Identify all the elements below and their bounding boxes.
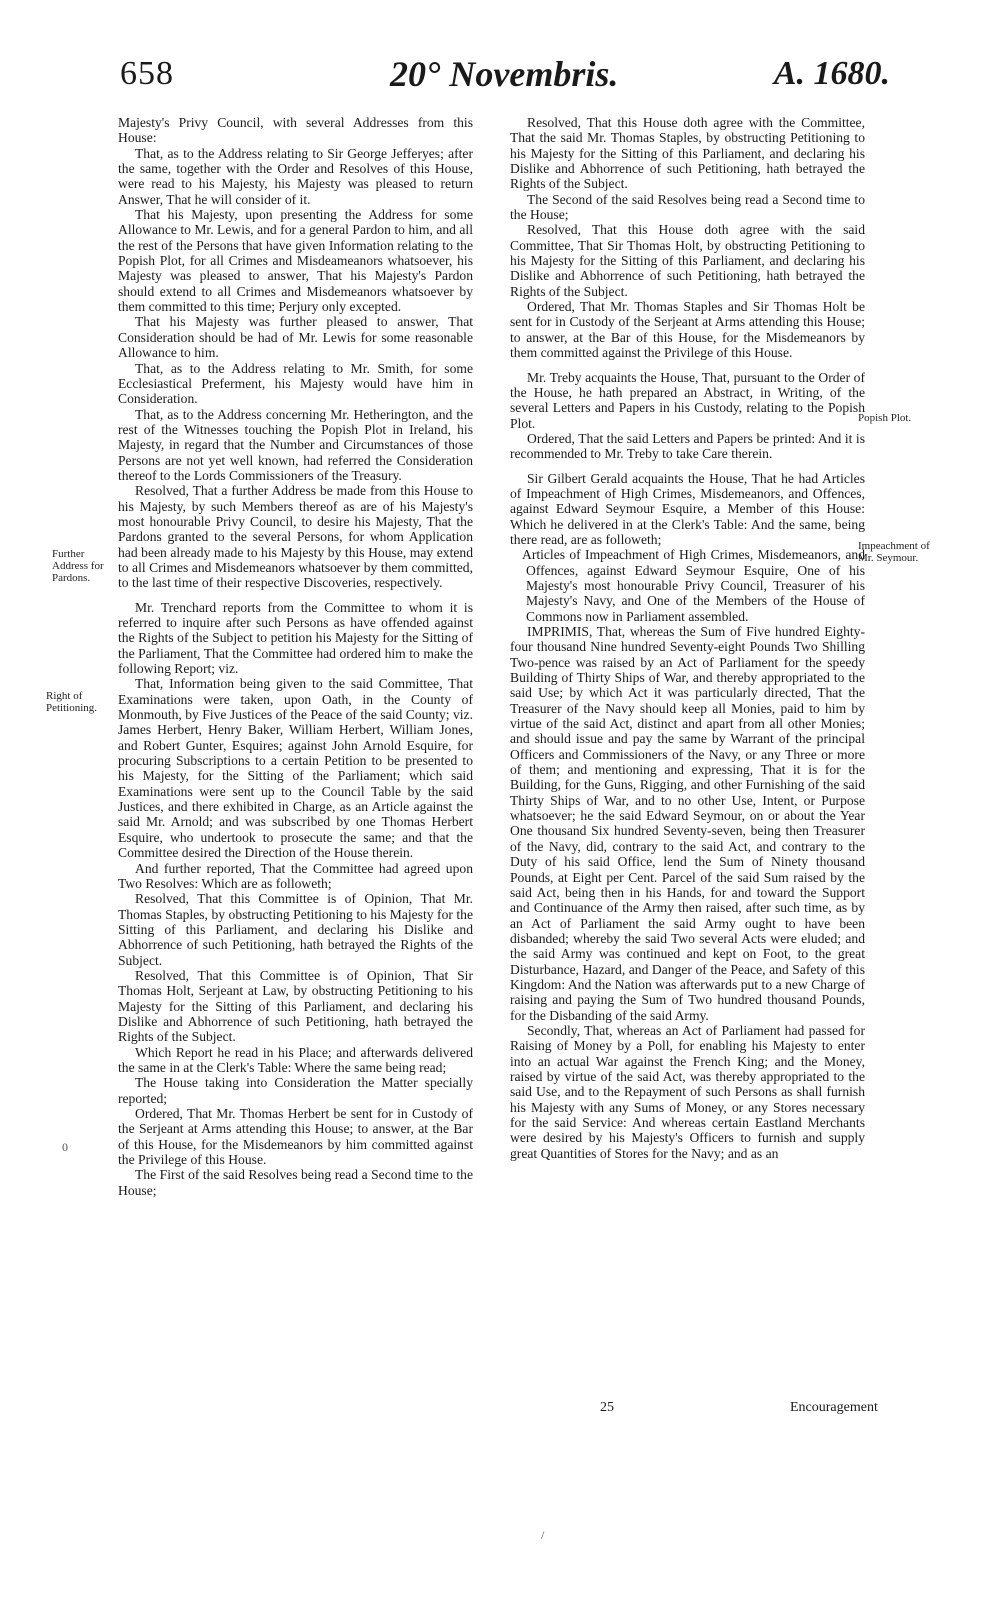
paragraph: Which Report he read in his Place; and afterwards delivered the same in at the Clerk's Table: Where the same being read; <box>118 1044 473 1075</box>
stray-mark: 0 <box>62 1140 68 1154</box>
paragraph: That, as to the Address concerning Mr. Hetherington, and the rest of the Witnesses touching the Popish Plot in Ireland, his Majesty, in regard that the Number and Circumstances of those Persons are not yet well known, had referred the Consideration thereof to the Lords Commissioners of the Treasury. <box>118 406 473 483</box>
signature-mark: 25 <box>600 1400 614 1415</box>
paragraph: Sir Gilbert Gerald acquaints the House, That he had Articles of Impeachment of High Crimes, Misdemeanors, and Offences, against Edward Seymour Esquire, a Member of this House: Which he delivered in at the Clerk's Table: And the same, being there read, are as followeth; <box>510 470 865 547</box>
paragraph: Resolved, That this House doth agree with the Committee, That the said Mr. Thomas Staples, by obstructing Petitioning to his Majesty for the Sitting of this Parliament, and declaring his Dislike and Abhorrence of such Petitioning, hath betrayed the Rights of the Subject. <box>510 115 865 192</box>
paragraph: Majesty's Privy Council, with several Addresses from this House: <box>118 115 473 146</box>
paragraph: Ordered, That Mr. Thomas Herbert be sent for in Custody of the Serjeant at Arms attending this House; to answer, at the Bar of this House, for the Misdemeanors by him committed against the Privilege of this House. <box>118 1106 473 1168</box>
running-year: A. 1680. <box>773 55 890 92</box>
paragraph: That his Majesty was further pleased to answer, That Consideration should be had of Mr. Lewis for some reasonable Allowance to him. <box>118 314 473 361</box>
paragraph: The House taking into Consideration the Matter specially reported; <box>118 1075 473 1106</box>
paragraph: Mr. Treby acquaints the House, That, pursuant to the Order of the House, he hath prepared an Abstract, in Writing, of the several Letters and Papers in his Custody, relating to the Popish Plot. <box>510 369 865 431</box>
paragraph: Resolved, That this House doth agree with the said Committee, That Sir Thomas Holt, by obstructing Petitioning to his Majesty for the Sitting of this Parliament, and declaring his Dislike and Abhorrence of such Petitioning, hath betrayed the Rights of the Subject. <box>510 222 865 299</box>
paragraph: That his Majesty, upon presenting the Address for some Allowance to Mr. Lewis, and for a general Pardon to him, and all the rest of the Persons that have given Information relating to the Popish Plot, for all Crimes and Misdeameanors whatsoever, his Majesty was pleased to answer, That his Majesty's Pardon should extend to all Crimes and Misdemeanors whatsoever by them committed to this time; Perjury only excepted. <box>118 207 473 315</box>
margin-note-popish-plot: Popish Plot. <box>858 412 912 424</box>
margin-note-further-address: Further Address for Pardons. <box>52 548 104 584</box>
catchword: Encouragement <box>790 1400 878 1415</box>
paragraph: That, as to the Address relating to Sir George Jefferyes; after the same, together with the Order and Resolves of this House, were read to his Majesty, his Majesty was pleased to return Answer, That he will consider of it. <box>118 145 473 207</box>
paragraph: Ordered, That the said Letters and Papers be printed: And it is recommended to Mr. Treby to take Care therein. <box>510 430 865 462</box>
margin-note-right-of-petitioning: Right of Petitioning. <box>46 690 98 714</box>
stray-mark: / <box>541 1528 545 1542</box>
paragraph: Resolved, That this Committee is of Opinion, That Mr. Thomas Staples, by obstructing Petitioning to his Majesty for the Sitting of this Parliament, and declaring his Dislike and Abhorrence of such Petitioning, hath betrayed the Rights of the Subject. <box>118 891 473 968</box>
paragraph: That, as to the Address relating to Mr. Smith, for some Ecclesiastical Preferment, his Majesty would have him in Consideration. <box>118 360 473 407</box>
left-column <box>118 115 473 1198</box>
paragraph: Mr. Trenchard reports from the Committee to whom it is referred to inquire after such Persons as have offended against the Rights of the Subject to petition his Majesty for the Sitting of the Parliament, That the Committee had ordered him to make the following Report; viz. <box>118 599 473 677</box>
paragraph: Ordered, That Mr. Thomas Staples and Sir Thomas Holt be sent for in Custody of the Serjeant at Arms attending this House; to answer, at the Bar of this House, for the Misdemeanors by them committed against the Privilege of this House. <box>510 299 865 361</box>
page-header <box>120 52 890 102</box>
paragraph: IMPRIMIS, That, whereas the Sum of Five hundred Eighty-four thousand Nine hundred Seventy-eight Pounds Two Shilling Two-pence was raised by an Act of Parliament for the speedy Building of Thirty Ships of War, and thereby appropriated to the said Use; by which Act it was particularly directed, That the Treasurer of the Navy should keep all Monies, paid to him by virtue of the said Act, distinct and apart from all other Monies; and should issue and pay the same by Warrant of the principal Officers and Commissioners of the Navy, or any Three or more of them; and mentioning and expressing, That it is for the Building, for the Guns, Rigging, and other Furnishing of the said Thirty Ships of War, and to no other Use, Intent, or Purpose whatsoever; he the said Edward Seymour, on or about the Year One thousand Six hundred Seventy-seven, being then Treasurer of the Navy, did, contrary to the said Act, and contrary to the Duty of his said Office, lend the Sum of Ninety thousand Pounds, at Eight per Cent. Parcel of the said Sum raised by the said Act, being then in his Hands, for and toward the Support and Continuance of the Army then raised, after such time, as by an Act of Parliament the said Army ought to have been disbanded; whereby the said Two several Acts were eluded; and the said Army was continued and kept on Foot, to the great Disturbance, Hazard, and Danger of the Peace, and Safety of this Kingdom: And the Nation was afterwards put to a new Charge of raising and paying the Sum of Two hundred thousand Pounds, for the Disbanding of the said Army. <box>510 624 865 1023</box>
paragraph: The First of the said Resolves being read a Second time to the House; <box>118 1167 473 1198</box>
running-title: 20° Novembris. <box>390 54 619 94</box>
paragraph: Resolved, That a further Address be made from this House to his Majesty, by such Members thereof as are of his Majesty's most honourable Privy Council, to desire his Majesty, That the Pardons granted to the several Persons, for whom Application had been already made to his Majesty by this House, may extend to all Crimes and Misdemeanors whatsoever by them committed, to the last time of their respective Discoveries, respectively. <box>118 483 473 591</box>
paragraph: Resolved, That this Committee is of Opinion, That Sir Thomas Holt, Serjeant at Law, by obstructing Petitioning to his Majesty for the Sitting of this Parliament, and declaring his Dislike and Abhorrence of such Petitioning, hath betrayed the Rights of the Subject. <box>118 967 473 1045</box>
right-column <box>510 115 865 1161</box>
paragraph: That, Information being given to the said Committee, That Examinations were taken, upon Oath, in the County of Monmouth, by Five Justices of the Peace of the said County; viz. James Herbert, Henry Baker, William Herbert, William Jones, and Robert Gunter, Esquires; against John Arnold Esquire, for procuring Subscriptions to a certain Petition to be presented to his Majesty, for the Sitting of the Parliament; which said Examinations were sent up to the Council Table by the said Justices, and there exhibited in Charge, as an Article against the said Mr. Arnold; and was subscribed by one Thomas Herbert Esquire, who undertook to prosecute the same; and that the Committee desired the Direction of the House therein. <box>118 676 473 861</box>
page-number: 658 <box>120 55 174 92</box>
impeachment-heading: Articles of Impeachment of High Crimes, Misdemeanors, and Offences, against Edward Seymour Esquire, One of his Majesty's most honourable Privy Council, Treasurer of his Majesty's Navy, and One of the Members of the House of Commons now in Parliament assembled. <box>522 547 865 624</box>
paragraph: And further reported, That the Committee had agreed upon Two Resolves: Which are as followeth; <box>118 860 473 891</box>
margin-note-impeachment: Impeachment of Mr. Seymour. <box>858 540 930 564</box>
paragraph: Secondly, That, whereas an Act of Parliament had passed for Raising of Money by a Poll, for enabling his Majesty to enter into an actual War against the French King; and the Money, raised by virtue of the said Act, was thereby appropriated to the said Use, and to the Repayment of such Persons as shall furnish his Majesty with any Sums of Money, or any Stores necessary for the said Service: And whereas certain Eastland Merchants were desired by his Majesty's Officers to furnish and supply great Quantities of Stores for the Navy; and as an <box>510 1022 865 1161</box>
paragraph: The Second of the said Resolves being read a Second time to the House; <box>510 191 865 223</box>
